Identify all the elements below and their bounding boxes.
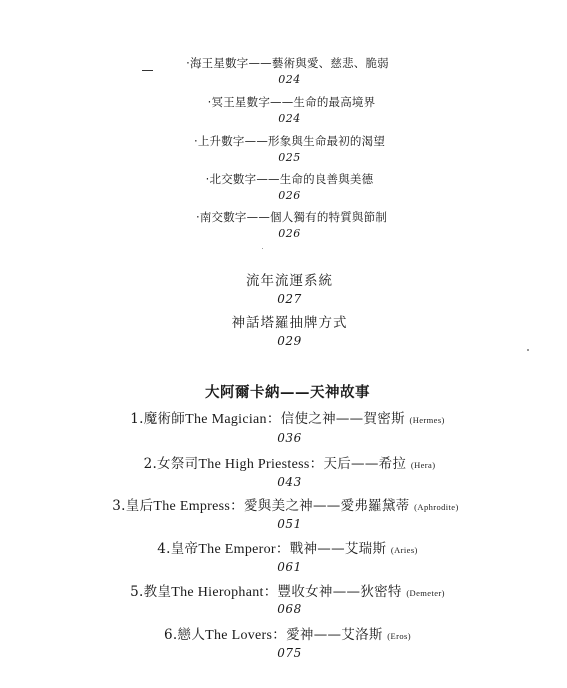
card-number: 2. bbox=[143, 456, 158, 472]
toc-entry-card-empress[interactable] bbox=[2, 500, 567, 514]
deity-title: 愛神——艾洛斯 bbox=[286, 627, 383, 643]
deity-title: 愛與美之神——愛弗羅黛蒂 bbox=[243, 498, 410, 514]
toc-entry-north-node-number[interactable]: ·北交數字——生命的良善與美德 bbox=[205, 172, 374, 186]
toc-entry-card-high-priestess[interactable] bbox=[6, 458, 567, 472]
scan-speck bbox=[262, 248, 263, 249]
deity-title: 戰神——艾瑞斯 bbox=[289, 541, 387, 557]
deity-english-name: (Eros) bbox=[387, 631, 411, 641]
deity-english-name: (Aphrodite) bbox=[414, 502, 459, 512]
card-english-name: The Magician bbox=[185, 412, 267, 427]
card-number: 5. bbox=[130, 584, 144, 600]
card-number: 6. bbox=[164, 627, 178, 643]
page-number-ascendant: 025 bbox=[278, 151, 301, 164]
colon-separator: ： bbox=[230, 498, 244, 514]
page-number-tarot-draw-method: 029 bbox=[277, 334, 302, 348]
card-number: 1. bbox=[130, 411, 144, 427]
toc-entry-card-magician[interactable] bbox=[4, 413, 567, 427]
toc-entry-card-emperor[interactable] bbox=[4, 543, 567, 557]
card-number: 4. bbox=[157, 541, 171, 557]
page-number-north-node: 026 bbox=[278, 189, 301, 202]
card-chinese-name: 魔術師 bbox=[143, 411, 186, 427]
colon-separator: ： bbox=[275, 541, 290, 557]
card-chinese-name: 戀人 bbox=[177, 627, 206, 643]
page-number-south-node: 026 bbox=[278, 227, 301, 240]
page-number-card-emperor: 061 bbox=[277, 560, 302, 574]
card-english-name: The Emperor bbox=[198, 542, 276, 557]
page-number-neptune: 024 bbox=[278, 73, 301, 86]
card-chinese-name: 皇后 bbox=[125, 498, 154, 514]
toc-entry-annual-transit-system[interactable]: 流年流運系統 bbox=[246, 273, 333, 289]
page-number-card-lovers: 075 bbox=[277, 646, 302, 660]
toc-entry-ascendant-number[interactable]: ·上升數字——形象與生命最初的渴望 bbox=[193, 134, 386, 148]
page-number-card-hierophant: 068 bbox=[277, 602, 302, 616]
card-number: 3. bbox=[112, 498, 126, 514]
deity-title: 豐收女神——狄密特 bbox=[277, 584, 402, 600]
colon-separator: ： bbox=[266, 411, 281, 427]
toc-entry-pluto-number[interactable]: ·冥王星數字——生命的最高境界 bbox=[207, 95, 376, 109]
deity-title: 天后——希拉 bbox=[323, 456, 407, 472]
toc-entry-tarot-draw-method[interactable]: 神話塔羅抽牌方式 bbox=[231, 315, 348, 331]
card-chinese-name: 教皇 bbox=[143, 584, 172, 600]
card-chinese-name: 皇帝 bbox=[170, 541, 199, 557]
page-number-card-high-priestess: 043 bbox=[277, 475, 302, 489]
colon-separator: ： bbox=[272, 627, 287, 643]
deity-english-name: (Hermes) bbox=[409, 415, 445, 425]
toc-entry-card-hierophant[interactable] bbox=[4, 586, 567, 600]
deity-english-name: (Aries) bbox=[390, 545, 418, 555]
scan-speck bbox=[527, 349, 529, 351]
deity-title: 信使之神——賀密斯 bbox=[280, 411, 405, 427]
deity-english-name: (Hera) bbox=[410, 460, 436, 470]
page-number-card-empress: 051 bbox=[277, 517, 302, 531]
deity-english-name: (Demeter) bbox=[406, 588, 445, 598]
colon-separator: ： bbox=[263, 584, 278, 600]
toc-entry-south-node-number[interactable]: ·南交數字——個人獨有的特質與節制 bbox=[195, 210, 388, 224]
card-english-name: The Empress bbox=[153, 499, 231, 514]
page-number-pluto: 024 bbox=[278, 112, 301, 125]
toc-entry-neptune-number[interactable]: ·海王星數字——藝術與愛、慈悲、脆弱 bbox=[186, 56, 389, 70]
card-english-name: The Hierophant bbox=[171, 585, 264, 600]
page-number-annual-transit-system: 027 bbox=[277, 292, 302, 306]
page-number-card-magician: 036 bbox=[277, 431, 302, 445]
card-english-name: The Lovers bbox=[205, 628, 273, 643]
toc-entry-card-lovers[interactable] bbox=[4, 629, 567, 643]
colon-separator: ： bbox=[309, 456, 324, 472]
stray-dash-mark bbox=[142, 70, 153, 71]
card-english-name: The High Priestess bbox=[198, 457, 310, 472]
section-heading-major-arcana: 大阿爾卡納——天神故事 bbox=[205, 384, 370, 401]
card-chinese-name: 女祭司 bbox=[157, 456, 199, 472]
